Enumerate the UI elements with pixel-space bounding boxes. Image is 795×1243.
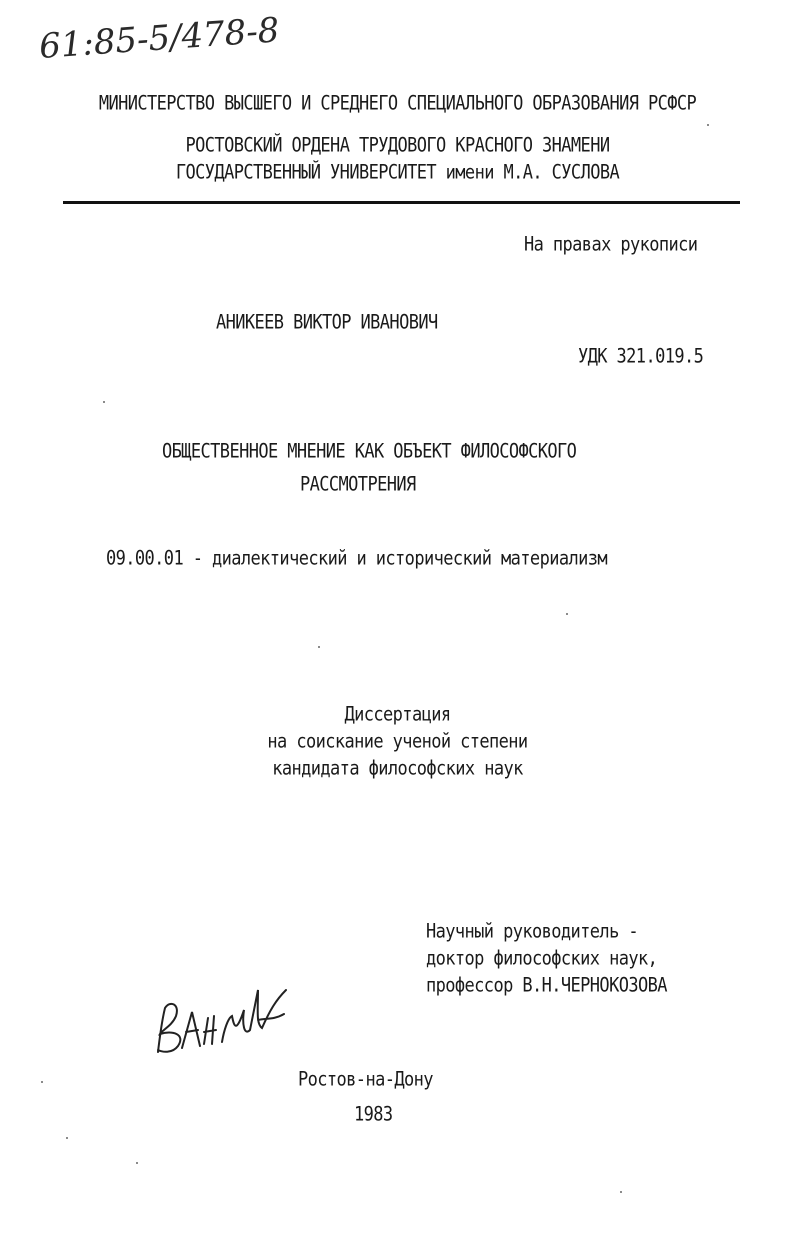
author-name: АНИКЕЕВ ВИКТОР ИВАНОВИЧ	[216, 311, 438, 334]
signature-stroke-2	[182, 1012, 200, 1048]
supervisor-line-1: Научный руководитель -	[426, 920, 638, 943]
manuscript-rights: На правах рукописи	[524, 233, 698, 256]
specialty-line: 09.00.01 - диалектический и исторический материализм	[106, 547, 608, 570]
scan-speck	[318, 646, 320, 648]
signature-stroke-3	[204, 1016, 216, 1044]
thesis-title-line-2: РАССМОТРЕНИЯ	[300, 473, 416, 496]
university-line-1: РОСТОВСКИЙ ОРДЕНА ТРУДОВОГО КРАСНОГО ЗНАМЕНИ	[185, 134, 610, 157]
scan-speck	[566, 613, 568, 615]
supervisor-line-2: доктор философских наук,	[426, 947, 658, 970]
archive-number-text: 61:85-5/478-8	[37, 10, 281, 67]
scan-speck	[41, 1081, 43, 1083]
university-line-2: ГОСУДАРСТВЕННЫЙ УНИВЕРСИТЕТ имени М.А. СУСЛОВА	[175, 161, 620, 184]
city: Ростов-на-Дону	[298, 1068, 433, 1091]
year: 1983	[354, 1103, 393, 1126]
signature-stroke-4	[222, 990, 286, 1042]
signature-stroke-1	[158, 1004, 180, 1052]
supervisor-line-3: профессор В.Н.ЧЕРНОКОЗОВА	[426, 974, 667, 997]
dissertation-line-3: кандидата философских наук	[272, 757, 523, 780]
ministry-line: МИНИСТЕРСТВО ВЫСШЕГО И СРЕДНЕГО СПЕЦИАЛЬНОГО ОБРАЗОВАНИЯ РСФСР	[98, 92, 697, 115]
scan-speck	[620, 1191, 622, 1193]
scan-speck	[103, 401, 105, 403]
scan-speck	[707, 124, 709, 126]
dissertation-line-1: Диссертация	[344, 703, 451, 726]
scan-speck	[66, 1137, 68, 1139]
dissertation-line-2: на соискание ученой степени	[267, 730, 528, 753]
udc-code: УДК 321.019.5	[578, 345, 704, 368]
scan-speck	[136, 1162, 138, 1164]
thesis-title-line-1: ОБЩЕСТВЕННОЕ МНЕНИЕ КАК ОБЪЕКТ ФИЛОСОФСКОГО	[162, 440, 577, 463]
